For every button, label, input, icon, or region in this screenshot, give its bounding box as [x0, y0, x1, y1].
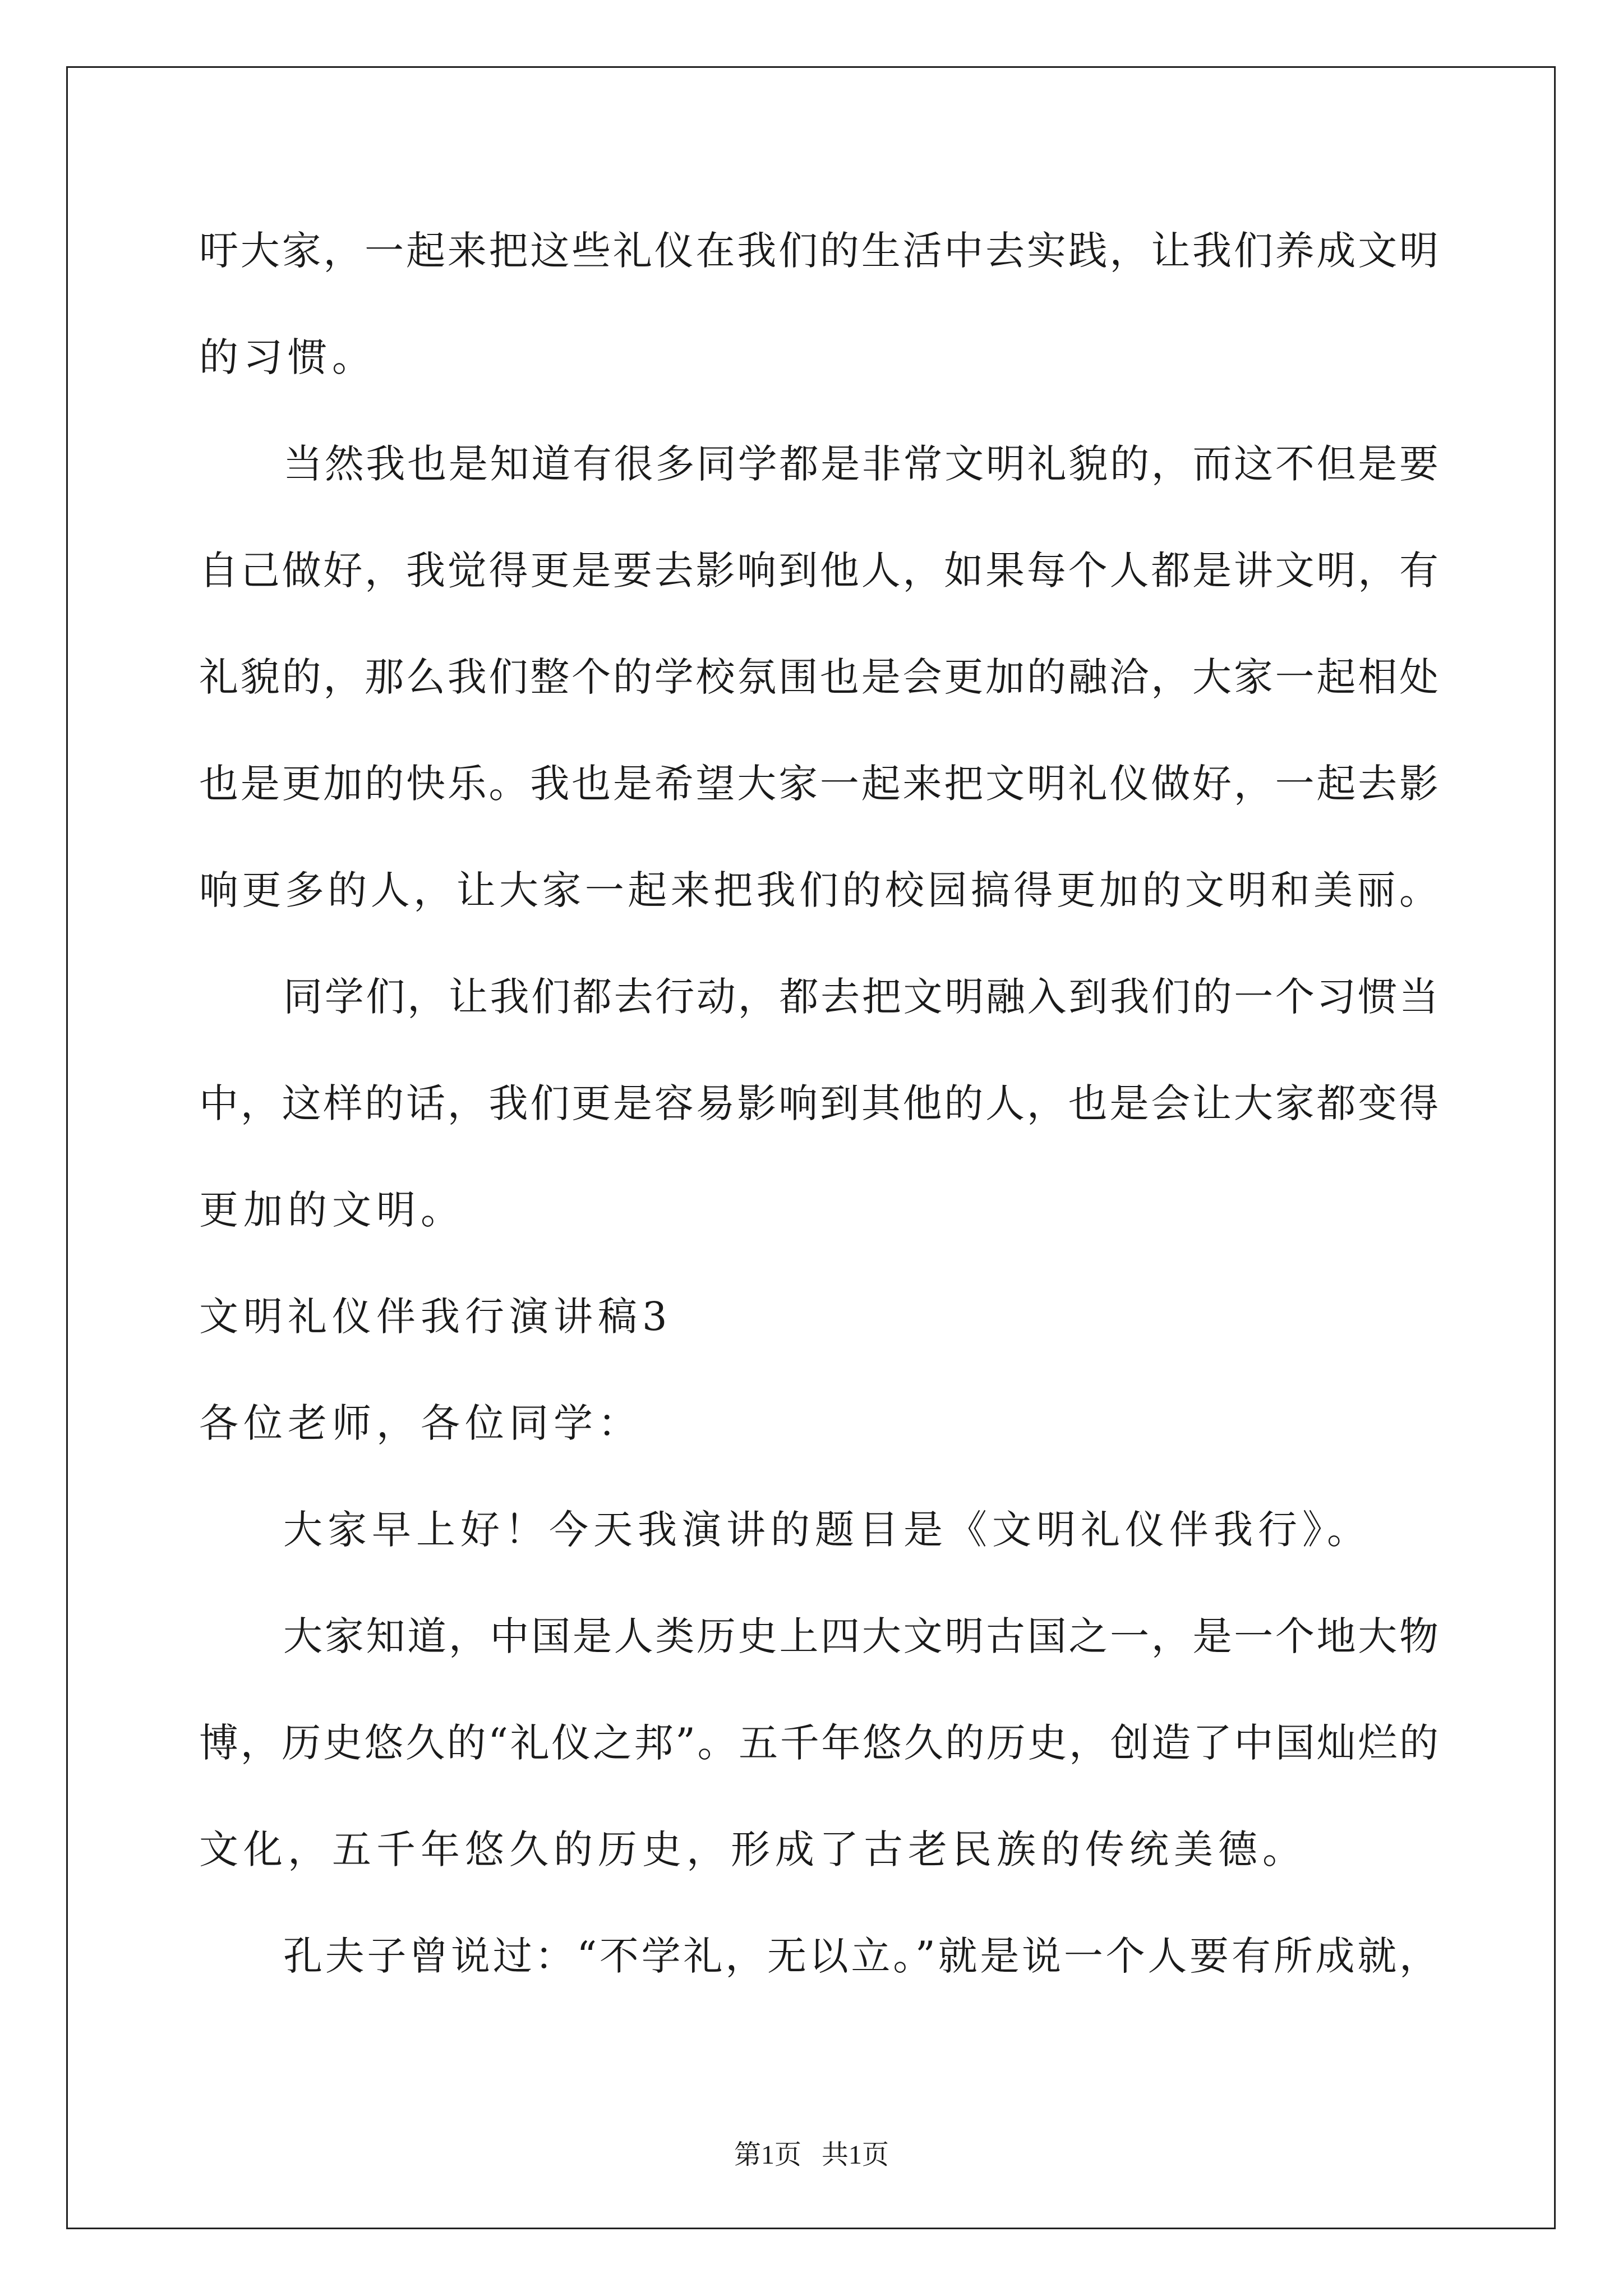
- text-line: 当然我也是知道有很多同学都是非常文明礼貌的，而这不但是要: [283, 441, 1438, 487]
- text-line: 大家早上好！今天我演讲的题目是《文明礼仪伴我行》。: [283, 1507, 1371, 1553]
- text-line: 孔夫子曾说过：“不学礼，无以立。”就是说一个人要有所成就，: [283, 1933, 1438, 1979]
- text-line: 响更多的人，让大家一起来把我们的校园搞得更加的文明和美丽。: [199, 867, 1438, 913]
- document-body: [199, 197, 1438, 2009]
- text-line: 更加的文明。: [199, 1187, 465, 1233]
- text-line: 的习惯。: [199, 334, 376, 380]
- text-line: 文明礼仪伴我行演讲稿3: [199, 1294, 672, 1340]
- text-line: 自己做好，我觉得更是要去影响到他人，如果每个人都是讲文明，有: [199, 547, 1438, 593]
- page-footer: [0, 2138, 1623, 2172]
- text-line: 礼貌的，那么我们整个的学校氛围也是会更加的融洽，大家一起相处: [199, 654, 1438, 700]
- page-total: 共1页: [822, 2140, 889, 2170]
- text-line: 各位老师，各位同学：: [199, 1400, 642, 1446]
- text-line: 同学们，让我们都去行动，都去把文明融入到我们的一个习惯当: [283, 974, 1438, 1020]
- text-line: 也是更加的快乐。我也是希望大家一起来把文明礼仪做好，一起去影: [199, 761, 1438, 807]
- text-line: 中，这样的话，我们更是容易影响到其他的人，也是会让大家都变得: [199, 1080, 1438, 1126]
- text-line: 博，历史悠久的“礼仪之邦”。五千年悠久的历史，创造了中国灿烂的: [199, 1720, 1438, 1766]
- text-line: 文化，五千年悠久的历史，形成了古老民族的传统美德。: [199, 1826, 1307, 1872]
- text-line: 吁大家，一起来把这些礼仪在我们的生活中去实践，让我们养成文明: [199, 228, 1438, 274]
- text-line: 大家知道，中国是人类历史上四大文明古国之一，是一个地大物: [283, 1613, 1438, 1659]
- page-number: 第1页: [734, 2140, 801, 2170]
